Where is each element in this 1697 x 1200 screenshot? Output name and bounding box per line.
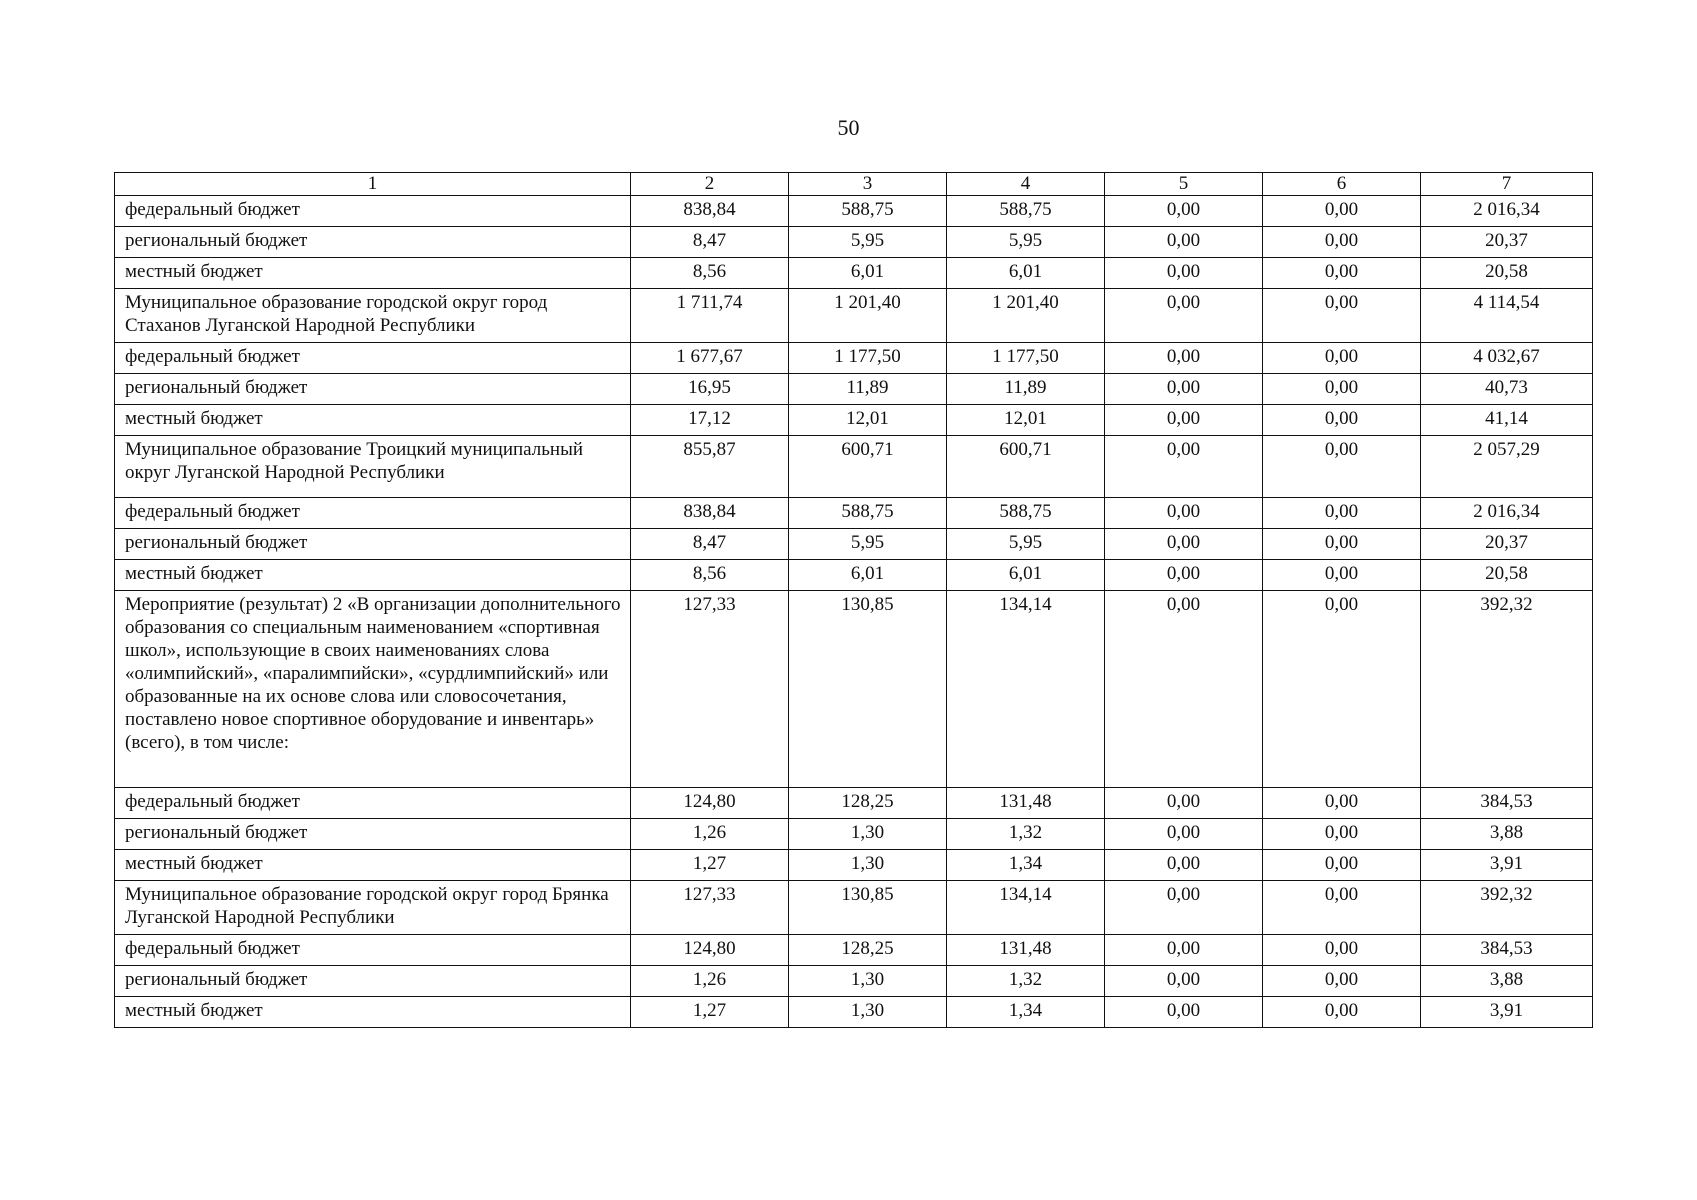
value-cell: 1 711,74 — [631, 289, 789, 343]
value-cell: 600,71 — [947, 436, 1105, 498]
value-cell: 12,01 — [789, 405, 947, 436]
value-cell: 588,75 — [947, 498, 1105, 529]
value-cell: 0,00 — [1263, 498, 1421, 529]
value-cell: 0,00 — [1263, 591, 1421, 788]
row-label: местный бюджет — [115, 850, 631, 881]
table-header — [115, 173, 1593, 196]
value-cell: 1,27 — [631, 997, 789, 1028]
value-cell: 8,47 — [631, 227, 789, 258]
value-cell: 20,37 — [1421, 529, 1593, 560]
value-cell: 1,30 — [789, 997, 947, 1028]
value-cell: 0,00 — [1105, 788, 1263, 819]
value-cell: 0,00 — [1105, 560, 1263, 591]
table-row — [115, 560, 1593, 591]
value-cell: 5,95 — [789, 227, 947, 258]
value-cell: 4 032,67 — [1421, 343, 1593, 374]
value-cell: 838,84 — [631, 196, 789, 227]
value-cell: 0,00 — [1105, 374, 1263, 405]
value-cell: 11,89 — [789, 374, 947, 405]
value-cell: 5,95 — [789, 529, 947, 560]
value-cell: 40,73 — [1421, 374, 1593, 405]
value-cell: 130,85 — [789, 591, 947, 788]
value-cell: 0,00 — [1105, 436, 1263, 498]
value-cell: 3,88 — [1421, 819, 1593, 850]
row-label: федеральный бюджет — [115, 498, 631, 529]
value-cell: 1,26 — [631, 819, 789, 850]
column-header: 6 — [1263, 173, 1421, 196]
value-cell: 0,00 — [1105, 289, 1263, 343]
value-cell: 600,71 — [789, 436, 947, 498]
value-cell: 3,88 — [1421, 966, 1593, 997]
budget-table — [114, 172, 1593, 1028]
value-cell: 0,00 — [1263, 374, 1421, 405]
value-cell: 0,00 — [1263, 529, 1421, 560]
value-cell: 1,32 — [947, 819, 1105, 850]
row-label: федеральный бюджет — [115, 343, 631, 374]
value-cell: 128,25 — [789, 788, 947, 819]
table-row — [115, 881, 1593, 935]
table-row — [115, 343, 1593, 374]
value-cell: 1 201,40 — [947, 289, 1105, 343]
value-cell: 20,37 — [1421, 227, 1593, 258]
table-row — [115, 819, 1593, 850]
value-cell: 0,00 — [1263, 258, 1421, 289]
table-row — [115, 591, 1593, 788]
row-label: Мероприятие (результат) 2 «В организации дополнительного образования со специальным наименованием «спортивная школ», использующие в своих наименованиях слова «олимпийский», «паралимпийски», «сурдлимпийский» или образованные на их основе слова или словосочетания, поставлено новое спортивное оборудование и инвентарь» (всего), в том числе: — [115, 591, 631, 788]
value-cell: 128,25 — [789, 935, 947, 966]
value-cell: 0,00 — [1263, 881, 1421, 935]
value-cell: 0,00 — [1105, 498, 1263, 529]
value-cell: 0,00 — [1263, 819, 1421, 850]
column-header: 4 — [947, 173, 1105, 196]
value-cell: 0,00 — [1105, 819, 1263, 850]
value-cell: 3,91 — [1421, 997, 1593, 1028]
value-cell: 0,00 — [1263, 196, 1421, 227]
value-cell: 0,00 — [1263, 935, 1421, 966]
table-body — [115, 196, 1593, 1028]
value-cell: 0,00 — [1263, 289, 1421, 343]
table-row — [115, 227, 1593, 258]
value-cell: 1,32 — [947, 966, 1105, 997]
table-row — [115, 289, 1593, 343]
value-cell: 5,95 — [947, 529, 1105, 560]
table-row — [115, 374, 1593, 405]
value-cell: 1,34 — [947, 997, 1105, 1028]
table-row — [115, 498, 1593, 529]
value-cell: 130,85 — [789, 881, 947, 935]
value-cell: 41,14 — [1421, 405, 1593, 436]
value-cell: 1,30 — [789, 819, 947, 850]
row-label: Муниципальное образование Троицкий муниципальный округ Луганской Народной Республики — [115, 436, 631, 498]
value-cell: 392,32 — [1421, 591, 1593, 788]
value-cell: 0,00 — [1105, 227, 1263, 258]
column-header: 2 — [631, 173, 789, 196]
value-cell: 1,26 — [631, 966, 789, 997]
value-cell: 0,00 — [1263, 405, 1421, 436]
value-cell: 0,00 — [1105, 881, 1263, 935]
table-row — [115, 850, 1593, 881]
value-cell: 1 177,50 — [947, 343, 1105, 374]
value-cell: 6,01 — [789, 560, 947, 591]
value-cell: 1,27 — [631, 850, 789, 881]
value-cell: 0,00 — [1263, 997, 1421, 1028]
page-number: 50 — [837, 115, 860, 140]
table-row — [115, 966, 1593, 997]
value-cell: 0,00 — [1263, 227, 1421, 258]
table-row — [115, 405, 1593, 436]
value-cell: 0,00 — [1105, 529, 1263, 560]
row-label: Муниципальное образование городской округ город Стаханов Луганской Народной Республики — [115, 289, 631, 343]
row-label: федеральный бюджет — [115, 196, 631, 227]
value-cell: 0,00 — [1105, 591, 1263, 788]
value-cell: 8,56 — [631, 560, 789, 591]
value-cell: 134,14 — [947, 591, 1105, 788]
column-header: 5 — [1105, 173, 1263, 196]
value-cell: 3,91 — [1421, 850, 1593, 881]
value-cell: 0,00 — [1263, 788, 1421, 819]
value-cell: 1 201,40 — [789, 289, 947, 343]
value-cell: 131,48 — [947, 788, 1105, 819]
value-cell: 392,32 — [1421, 881, 1593, 935]
value-cell: 0,00 — [1105, 196, 1263, 227]
value-cell: 2 016,34 — [1421, 196, 1593, 227]
value-cell: 1,34 — [947, 850, 1105, 881]
value-cell: 12,01 — [947, 405, 1105, 436]
row-label: региональный бюджет — [115, 529, 631, 560]
value-cell: 127,33 — [631, 591, 789, 788]
value-cell: 2 057,29 — [1421, 436, 1593, 498]
value-cell: 8,56 — [631, 258, 789, 289]
value-cell: 0,00 — [1105, 343, 1263, 374]
row-label: федеральный бюджет — [115, 935, 631, 966]
value-cell: 127,33 — [631, 881, 789, 935]
value-cell: 131,48 — [947, 935, 1105, 966]
column-header: 7 — [1421, 173, 1593, 196]
value-cell: 11,89 — [947, 374, 1105, 405]
value-cell: 1 677,67 — [631, 343, 789, 374]
value-cell: 0,00 — [1263, 560, 1421, 591]
row-label: местный бюджет — [115, 405, 631, 436]
value-cell: 1,30 — [789, 850, 947, 881]
value-cell: 20,58 — [1421, 560, 1593, 591]
value-cell: 0,00 — [1263, 436, 1421, 498]
value-cell: 0,00 — [1263, 343, 1421, 374]
table-row — [115, 997, 1593, 1028]
value-cell: 0,00 — [1263, 850, 1421, 881]
row-label: региональный бюджет — [115, 374, 631, 405]
value-cell: 20,58 — [1421, 258, 1593, 289]
value-cell: 5,95 — [947, 227, 1105, 258]
row-label: местный бюджет — [115, 258, 631, 289]
value-cell: 384,53 — [1421, 935, 1593, 966]
value-cell: 6,01 — [789, 258, 947, 289]
row-label: местный бюджет — [115, 560, 631, 591]
row-label: федеральный бюджет — [115, 788, 631, 819]
column-header: 3 — [789, 173, 947, 196]
row-label: региональный бюджет — [115, 227, 631, 258]
value-cell: 855,87 — [631, 436, 789, 498]
value-cell: 0,00 — [1263, 966, 1421, 997]
value-cell: 4 114,54 — [1421, 289, 1593, 343]
value-cell: 588,75 — [789, 196, 947, 227]
table-row — [115, 196, 1593, 227]
value-cell: 0,00 — [1105, 935, 1263, 966]
value-cell: 124,80 — [631, 935, 789, 966]
table-row — [115, 788, 1593, 819]
value-cell: 838,84 — [631, 498, 789, 529]
table-row — [115, 935, 1593, 966]
value-cell: 588,75 — [789, 498, 947, 529]
value-cell: 588,75 — [947, 196, 1105, 227]
header-row — [115, 173, 1593, 196]
table-row — [115, 258, 1593, 289]
table-row — [115, 436, 1593, 498]
value-cell: 1,30 — [789, 966, 947, 997]
value-cell: 6,01 — [947, 560, 1105, 591]
value-cell: 8,47 — [631, 529, 789, 560]
row-label: местный бюджет — [115, 997, 631, 1028]
row-label: региональный бюджет — [115, 819, 631, 850]
value-cell: 134,14 — [947, 881, 1105, 935]
value-cell: 0,00 — [1105, 258, 1263, 289]
value-cell: 0,00 — [1105, 997, 1263, 1028]
value-cell: 124,80 — [631, 788, 789, 819]
row-label: региональный бюджет — [115, 966, 631, 997]
column-header: 1 — [115, 173, 631, 196]
table-row — [115, 529, 1593, 560]
value-cell: 0,00 — [1105, 850, 1263, 881]
value-cell: 0,00 — [1105, 966, 1263, 997]
value-cell: 1 177,50 — [789, 343, 947, 374]
value-cell: 17,12 — [631, 405, 789, 436]
value-cell: 16,95 — [631, 374, 789, 405]
row-label: Муниципальное образование городской округ город Брянка Луганской Народной Республики — [115, 881, 631, 935]
value-cell: 0,00 — [1105, 405, 1263, 436]
value-cell: 384,53 — [1421, 788, 1593, 819]
value-cell: 2 016,34 — [1421, 498, 1593, 529]
value-cell: 6,01 — [947, 258, 1105, 289]
